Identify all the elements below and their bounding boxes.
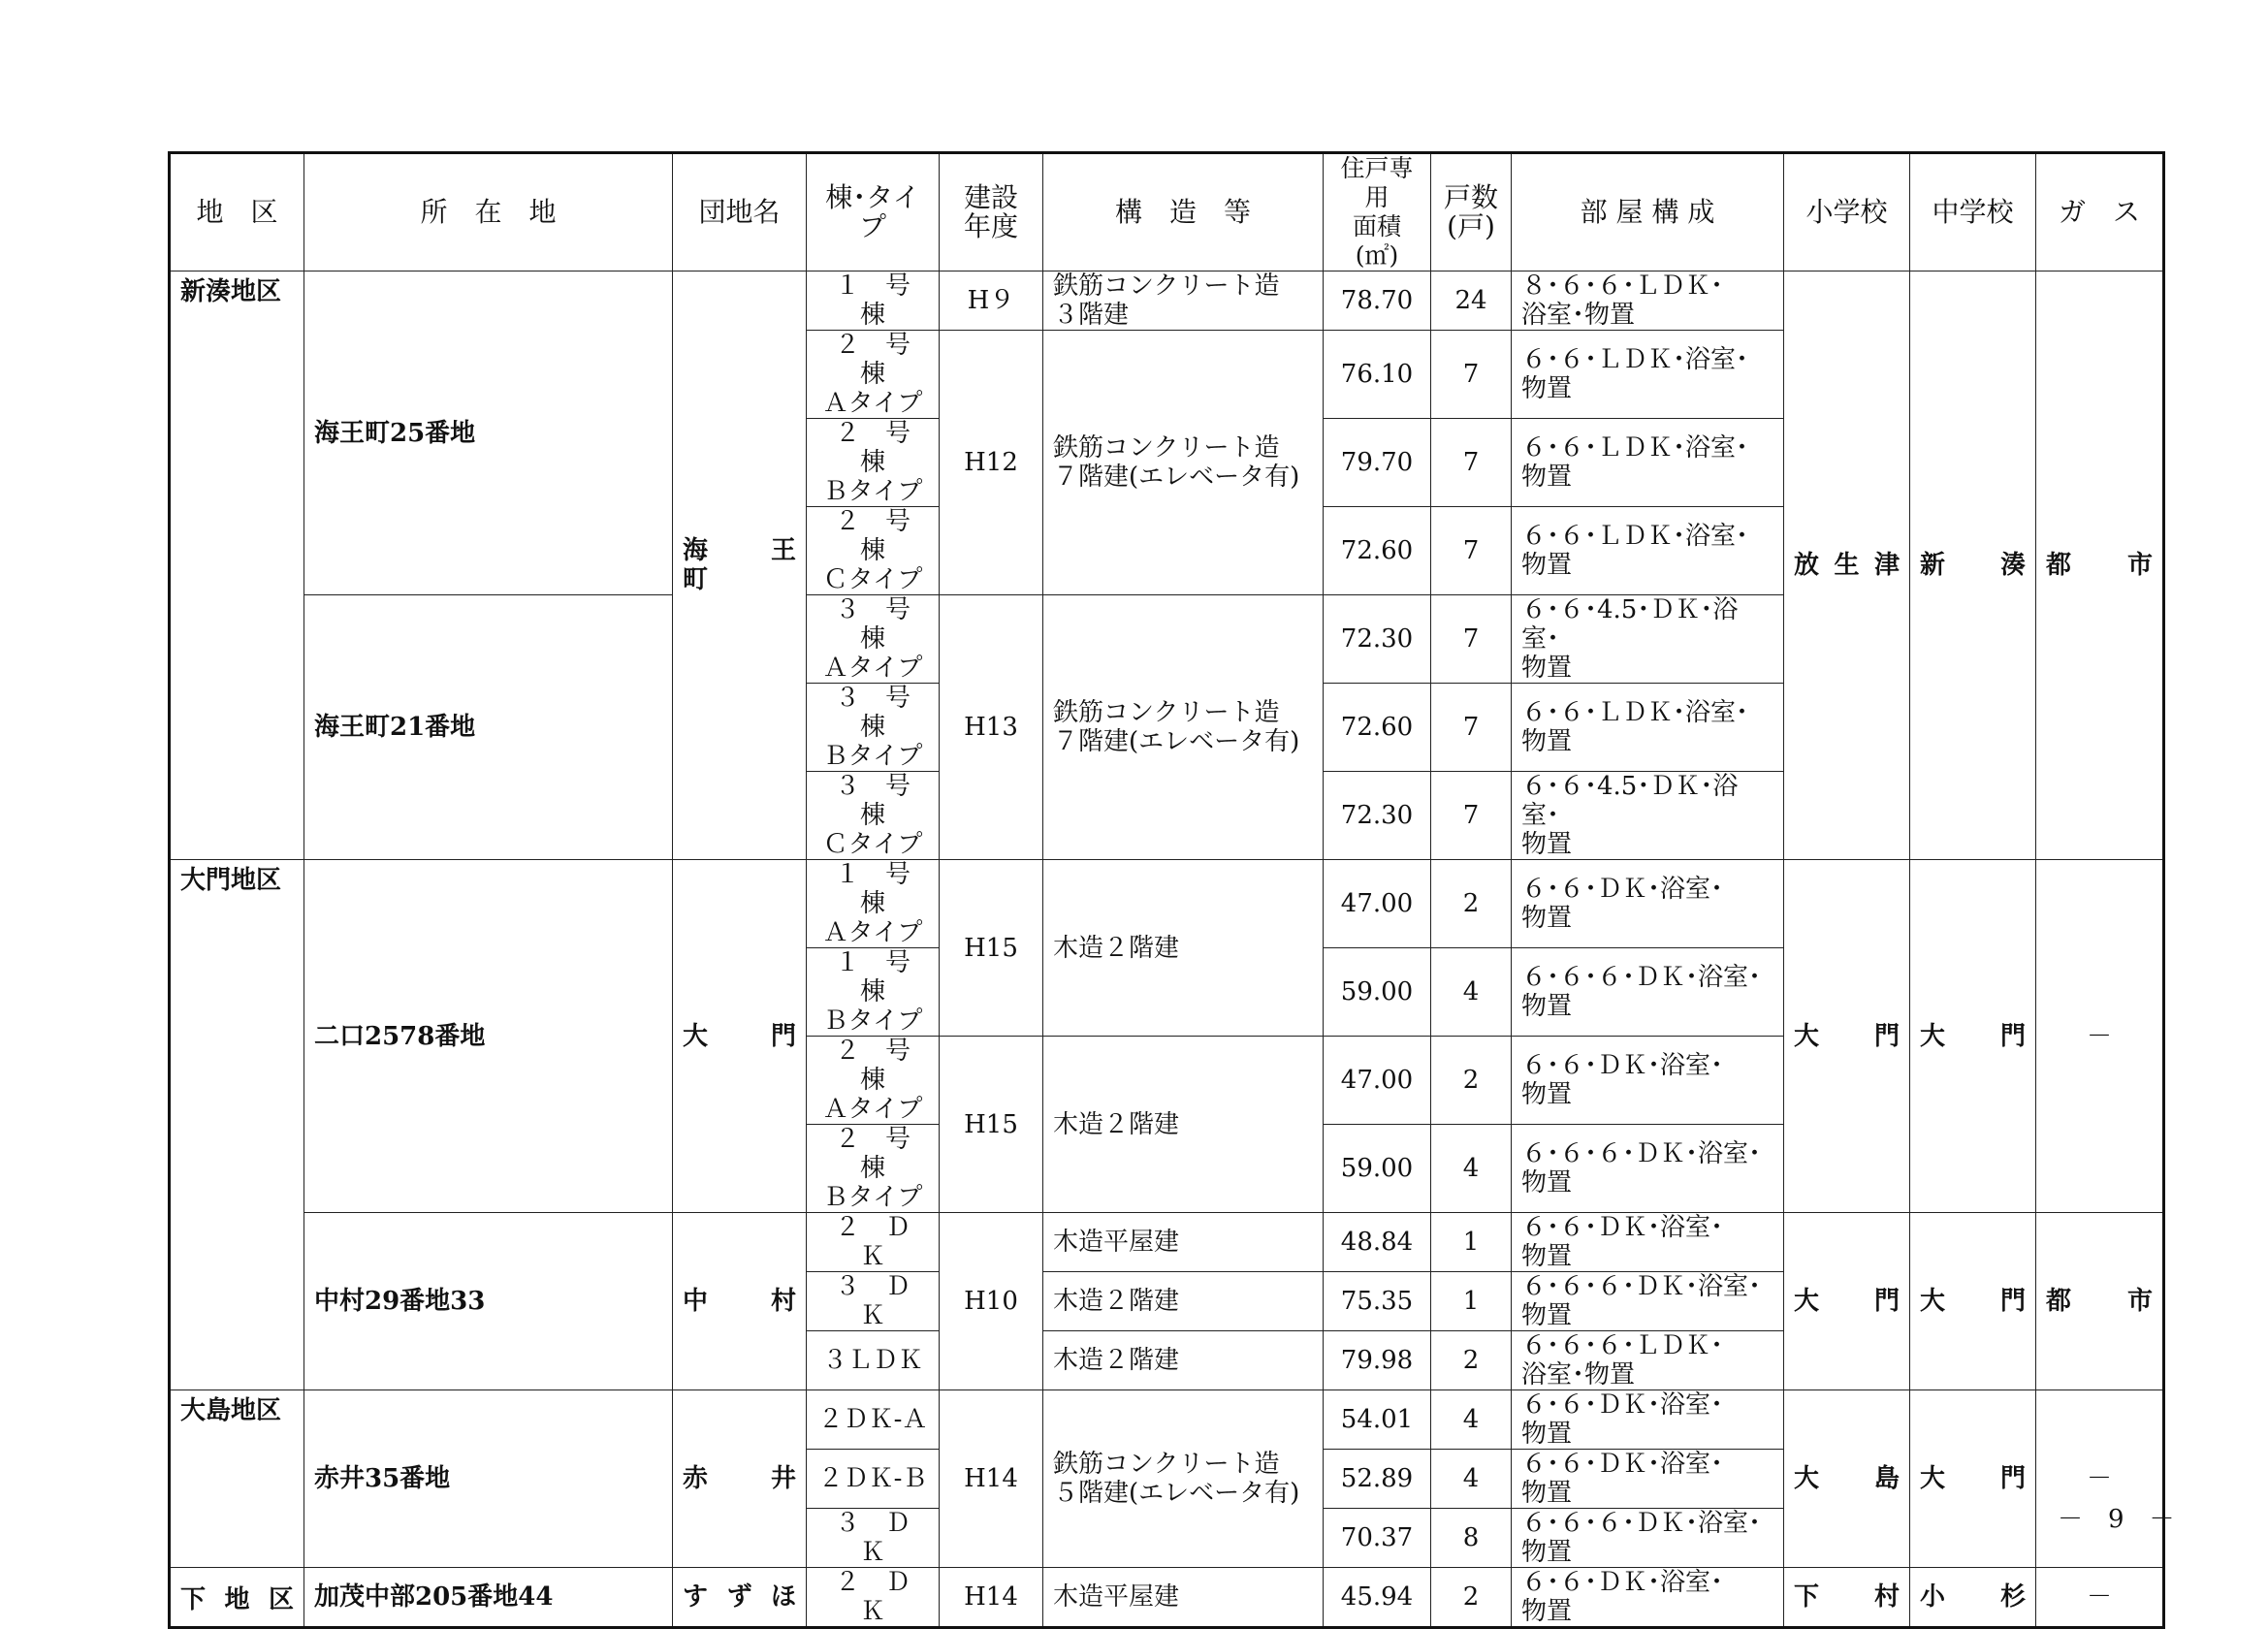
table-row — [170, 272, 2164, 331]
area-cell: 79.98 — [1324, 1331, 1431, 1390]
year-cell: H12 — [940, 331, 1043, 595]
units-cell: 2 — [1431, 1331, 1512, 1390]
area-cell: 72.30 — [1324, 595, 1431, 684]
gas-cell: 都 市 — [2036, 1213, 2164, 1390]
type-cell: １ 号 棟 Ａタイプ — [807, 860, 940, 948]
type-cell: ２ Ｄ Ｋ — [807, 1568, 940, 1628]
units-cell: 8 — [1431, 1509, 1512, 1568]
area-cell: 54.01 — [1324, 1390, 1431, 1450]
rooms-cell: ６･６･ＤＫ･浴室･ 物置 — [1512, 1213, 1784, 1272]
type-cell: ２ 号 棟 Ａタイプ — [807, 1037, 940, 1125]
junior-high-cell: 大 門 — [1910, 860, 2036, 1213]
header-gas: ガ ス — [2036, 153, 2164, 272]
rooms-cell: ８･６･６･ＬＤＫ･ 浴室･物置 — [1512, 272, 1784, 331]
area-cell: 75.35 — [1324, 1272, 1431, 1331]
type-cell: １ 号 棟 — [807, 272, 940, 331]
area-cell: 79.70 — [1324, 419, 1431, 507]
header-structure: 構 造 等 — [1043, 153, 1324, 272]
structure-cell: 木造平屋建 — [1043, 1213, 1324, 1272]
units-cell: 4 — [1431, 1450, 1512, 1509]
housing-table — [168, 151, 2165, 1629]
area-cell: 72.60 — [1324, 684, 1431, 772]
units-cell: 2 — [1431, 1037, 1512, 1125]
header-district: 地 区 — [170, 153, 304, 272]
area-cell: 59.00 — [1324, 948, 1431, 1037]
rooms-cell: ６･６･4.5･ＤＫ･浴室･ 物置 — [1512, 772, 1784, 860]
rooms-cell: ６･６･ＤＫ･浴室･ 物置 — [1512, 1450, 1784, 1509]
units-cell: 2 — [1431, 860, 1512, 948]
header-complex: 団地名 — [673, 153, 807, 272]
location-cell: 海王町21番地 — [304, 595, 673, 860]
structure-cell: 木造２階建 — [1043, 1331, 1324, 1390]
header-units: 戸数 (戸) — [1431, 153, 1512, 272]
year-cell: H15 — [940, 860, 1043, 1037]
units-cell: 7 — [1431, 684, 1512, 772]
structure-cell: 鉄筋コンクリート造 ７階建(エレベータ有) — [1043, 331, 1324, 595]
table-row — [170, 860, 2164, 948]
year-cell: H14 — [940, 1390, 1043, 1568]
table-row — [170, 1390, 2164, 1450]
type-cell: ２ 号 棟 Ａタイプ — [807, 331, 940, 419]
type-cell: ３ 号 棟 Ｂタイプ — [807, 684, 940, 772]
area-cell: 72.60 — [1324, 507, 1431, 595]
elementary-cell: 大 門 — [1784, 860, 1910, 1213]
complex-cell: 赤 井 — [673, 1390, 807, 1568]
type-cell: ２ 号 棟 Ｂタイプ — [807, 419, 940, 507]
year-cell: H10 — [940, 1213, 1043, 1390]
rooms-cell: ６･６･4.5･ＤＫ･浴室･ 物置 — [1512, 595, 1784, 684]
type-cell: ３ Ｄ Ｋ — [807, 1272, 940, 1331]
units-cell: 7 — [1431, 507, 1512, 595]
gas-cell: － — [2036, 1390, 2164, 1568]
area-cell: 78.70 — [1324, 272, 1431, 331]
units-cell: 7 — [1431, 772, 1512, 860]
units-cell: 2 — [1431, 1568, 1512, 1628]
units-cell: 7 — [1431, 331, 1512, 419]
type-cell: ３ Ｄ Ｋ — [807, 1509, 940, 1568]
gas-cell: － — [2036, 1568, 2164, 1628]
rooms-cell: ６･６･６･ＤＫ･浴室･ 物置 — [1512, 948, 1784, 1037]
area-cell: 47.00 — [1324, 1037, 1431, 1125]
elementary-cell: 大 門 — [1784, 1213, 1910, 1390]
type-cell: ２ＤＫ-Ａ — [807, 1390, 940, 1450]
district-cell: 大島地区 — [170, 1390, 304, 1568]
location-cell: 中村29番地33 — [304, 1213, 673, 1390]
complex-cell: 海 王 町 — [673, 272, 807, 860]
location-cell: 二口2578番地 — [304, 860, 673, 1213]
type-cell: ３ 号 棟 Ｃタイプ — [807, 772, 940, 860]
units-cell: 24 — [1431, 272, 1512, 331]
structure-cell: 鉄筋コンクリート造 ５階建(エレベータ有) — [1043, 1390, 1324, 1568]
header-built-year: 建設 年度 — [940, 153, 1043, 272]
structure-cell: 木造２階建 — [1043, 860, 1324, 1037]
type-cell: ２ Ｄ Ｋ — [807, 1213, 940, 1272]
complex-cell: 大 門 — [673, 860, 807, 1213]
page-number: － 9 － — [2058, 1505, 2175, 1534]
units-cell: 7 — [1431, 419, 1512, 507]
type-cell: ３ＬＤＫ — [807, 1331, 940, 1390]
year-cell: H９ — [940, 272, 1043, 331]
year-cell: H14 — [940, 1568, 1043, 1628]
rooms-cell: ６･６･ＤＫ･浴室･ 物置 — [1512, 1568, 1784, 1628]
district-cell: 新湊地区 — [170, 272, 304, 860]
rooms-cell: ６･６･６･ＤＫ･浴室･ 物置 — [1512, 1272, 1784, 1331]
rooms-cell: ６･６･６･ＬＤＫ･ 浴室･物置 — [1512, 1331, 1784, 1390]
header-row — [170, 153, 2164, 272]
gas-cell: － — [2036, 860, 2164, 1213]
header-junior-high: 中学校 — [1910, 153, 2036, 272]
complex-cell: すずほ — [673, 1568, 807, 1628]
units-cell: 4 — [1431, 948, 1512, 1037]
type-cell: ３ 号 棟 Ａタイプ — [807, 595, 940, 684]
area-cell: 59.00 — [1324, 1125, 1431, 1213]
table-row — [170, 1568, 2164, 1628]
header-area: 住戸専用 面積(㎡) — [1324, 153, 1431, 272]
header-elementary: 小学校 — [1784, 153, 1910, 272]
district-cell: 下 地 区 — [170, 1568, 304, 1628]
rooms-cell: ６･６･６･ＤＫ･浴室･ 物置 — [1512, 1125, 1784, 1213]
junior-high-cell: 小 杉 — [1910, 1568, 2036, 1628]
rooms-cell: ６･６･６･ＤＫ･浴室･ 物置 — [1512, 1509, 1784, 1568]
junior-high-cell: 大 門 — [1910, 1213, 2036, 1390]
header-building-type: 棟･タイプ — [807, 153, 940, 272]
type-cell: １ 号 棟 Ｂタイプ — [807, 948, 940, 1037]
type-cell: ２ 号 棟 Ｃタイプ — [807, 507, 940, 595]
structure-cell: 木造平屋建 — [1043, 1568, 1324, 1628]
junior-high-cell: 新 湊 — [1910, 272, 2036, 860]
structure-cell: 鉄筋コンクリート造 ３階建 — [1043, 272, 1324, 331]
rooms-cell: ６･６･ＤＫ･浴室･ 物置 — [1512, 1037, 1784, 1125]
year-cell: H13 — [940, 595, 1043, 860]
elementary-cell: 放生津 — [1784, 272, 1910, 860]
structure-cell: 木造２階建 — [1043, 1037, 1324, 1213]
header-rooms: 部 屋 構 成 — [1512, 153, 1784, 272]
structure-cell: 木造２階建 — [1043, 1272, 1324, 1331]
area-cell: 47.00 — [1324, 860, 1431, 948]
units-cell: 7 — [1431, 595, 1512, 684]
table-row — [170, 1213, 2164, 1272]
complex-cell: 中 村 — [673, 1213, 807, 1390]
rooms-cell: ６･６･ＤＫ･浴室･ 物置 — [1512, 1390, 1784, 1450]
area-cell: 72.30 — [1324, 772, 1431, 860]
location-cell: 赤井35番地 — [304, 1390, 673, 1568]
junior-high-cell: 大 門 — [1910, 1390, 2036, 1568]
elementary-cell: 下 村 — [1784, 1568, 1910, 1628]
units-cell: 4 — [1431, 1390, 1512, 1450]
rooms-cell: ６･６･ＬＤＫ･浴室･ 物置 — [1512, 331, 1784, 419]
year-cell: H15 — [940, 1037, 1043, 1213]
units-cell: 1 — [1431, 1272, 1512, 1331]
location-cell: 加茂中部205番地44 — [304, 1568, 673, 1628]
elementary-cell: 大 島 — [1784, 1390, 1910, 1568]
gas-cell: 都 市 — [2036, 272, 2164, 860]
type-cell: ２ＤＫ-Ｂ — [807, 1450, 940, 1509]
rooms-cell: ６･６･ＤＫ･浴室･ 物置 — [1512, 860, 1784, 948]
header-location: 所 在 地 — [304, 153, 673, 272]
units-cell: 1 — [1431, 1213, 1512, 1272]
area-cell: 48.84 — [1324, 1213, 1431, 1272]
area-cell: 70.37 — [1324, 1509, 1431, 1568]
district-cell: 大門地区 — [170, 860, 304, 1390]
area-cell: 76.10 — [1324, 331, 1431, 419]
rooms-cell: ６･６･ＬＤＫ･浴室･ 物置 — [1512, 419, 1784, 507]
structure-cell: 鉄筋コンクリート造 ７階建(エレベータ有) — [1043, 595, 1324, 860]
area-cell: 52.89 — [1324, 1450, 1431, 1509]
rooms-cell: ６･６･ＬＤＫ･浴室･ 物置 — [1512, 507, 1784, 595]
rooms-cell: ６･６･ＬＤＫ･浴室･ 物置 — [1512, 684, 1784, 772]
units-cell: 4 — [1431, 1125, 1512, 1213]
area-cell: 45.94 — [1324, 1568, 1431, 1628]
location-cell: 海王町25番地 — [304, 272, 673, 595]
type-cell: ２ 号 棟 Ｂタイプ — [807, 1125, 940, 1213]
